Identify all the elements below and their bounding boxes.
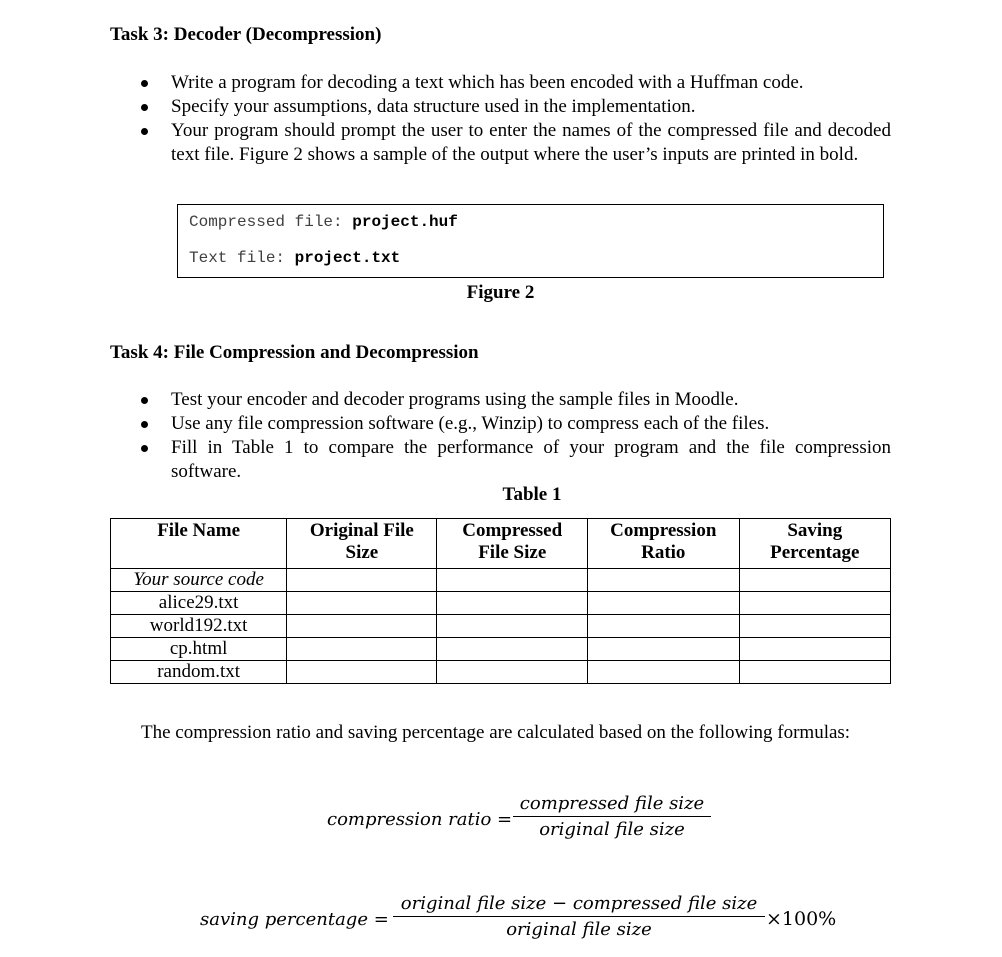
- empty-cell: [287, 569, 437, 592]
- table-row: [111, 592, 891, 615]
- formula2-suffix: ×100%: [766, 908, 837, 930]
- task4-heading: Task 4: File Compression and Decompression: [110, 342, 479, 363]
- table-caption: Table 1: [502, 484, 562, 505]
- task3-bullet-list: [110, 71, 891, 167]
- column-header: Saving Percentage: [739, 519, 890, 569]
- bullet-icon: [141, 445, 148, 452]
- list-item: Use any file compression software (e.g., Winzip) to compress each of the files.: [110, 412, 891, 436]
- empty-cell: [587, 592, 739, 615]
- empty-cell: [739, 615, 890, 638]
- file-name-cell: alice29.txt: [111, 592, 287, 615]
- task3-heading: Task 3: Decoder (Decompression): [110, 24, 382, 45]
- console-line: [189, 213, 458, 231]
- formula1-fraction: [513, 793, 711, 840]
- list-item: Fill in Table 1 to compare the performance of your program and the file compression software.: [110, 436, 891, 484]
- task4-bullet-list: [110, 388, 891, 484]
- list-item: Test your encoder and decoder programs using the sample files in Moodle.: [110, 388, 891, 412]
- table-row: [111, 661, 891, 684]
- column-header: Original File Size: [287, 519, 437, 569]
- bullet-icon: [141, 397, 148, 404]
- console-user-input: project.txt: [294, 249, 401, 267]
- formula2-fraction: [393, 893, 765, 940]
- formula2-lhs: saving percentage =: [200, 909, 389, 930]
- sample-output-box: [177, 204, 884, 278]
- bullet-icon: [141, 421, 148, 428]
- file-name-cell: random.txt: [111, 661, 287, 684]
- empty-cell: [287, 661, 437, 684]
- list-item: Specify your assumptions, data structure used in the implementation.: [110, 95, 891, 119]
- empty-cell: [437, 638, 588, 661]
- bullet-icon: [141, 80, 148, 87]
- table-row: [111, 638, 891, 661]
- bullet-icon: [141, 104, 148, 111]
- console-user-input: project.huf: [352, 213, 458, 231]
- formula1-lhs: compression ratio =: [327, 809, 513, 830]
- empty-cell: [739, 569, 890, 592]
- formula2-numerator: original file size − compressed file size: [400, 893, 758, 914]
- empty-cell: [587, 638, 739, 661]
- empty-cell: [287, 615, 437, 638]
- empty-cell: [437, 661, 588, 684]
- formulas-intro: The compression ratio and saving percentage are calculated based on the following formulas:: [141, 722, 851, 743]
- empty-cell: [587, 661, 739, 684]
- empty-cell: [287, 592, 437, 615]
- empty-cell: [437, 569, 588, 592]
- list-item: Your program should prompt the user to enter the names of the compressed file and decoded text file. Figure 2 shows a sample of the output where the user’s inputs are printed in bold.: [110, 119, 891, 167]
- formula1-denominator: original file size: [539, 819, 685, 840]
- empty-cell: [739, 592, 890, 615]
- file-name-cell: world192.txt: [111, 615, 287, 638]
- file-name-cell: cp.html: [111, 638, 287, 661]
- column-header: File Name: [111, 519, 287, 569]
- empty-cell: [287, 638, 437, 661]
- empty-cell: [587, 615, 739, 638]
- figure-caption: Figure 2: [466, 282, 535, 303]
- column-header: Compression Ratio: [587, 519, 739, 569]
- comparison-table: [110, 518, 891, 684]
- table-row: [111, 615, 891, 638]
- console-line: [189, 249, 400, 267]
- list-item: Write a program for decoding a text which has been encoded with a Huffman code.: [110, 71, 891, 95]
- formula1-numerator: compressed file size: [519, 793, 705, 814]
- bullet-icon: [141, 128, 148, 135]
- empty-cell: [437, 592, 588, 615]
- empty-cell: [587, 569, 739, 592]
- console-prompt: Text file:: [189, 249, 295, 267]
- console-prompt: Compressed file:: [189, 213, 353, 231]
- empty-cell: [739, 661, 890, 684]
- column-header: Compressed File Size: [437, 519, 588, 569]
- table-row: [111, 569, 891, 592]
- file-name-cell: Your source code: [111, 569, 287, 592]
- empty-cell: [437, 615, 588, 638]
- empty-cell: [739, 638, 890, 661]
- table-header-row: [111, 519, 891, 569]
- formula2-denominator: original file size: [506, 919, 652, 940]
